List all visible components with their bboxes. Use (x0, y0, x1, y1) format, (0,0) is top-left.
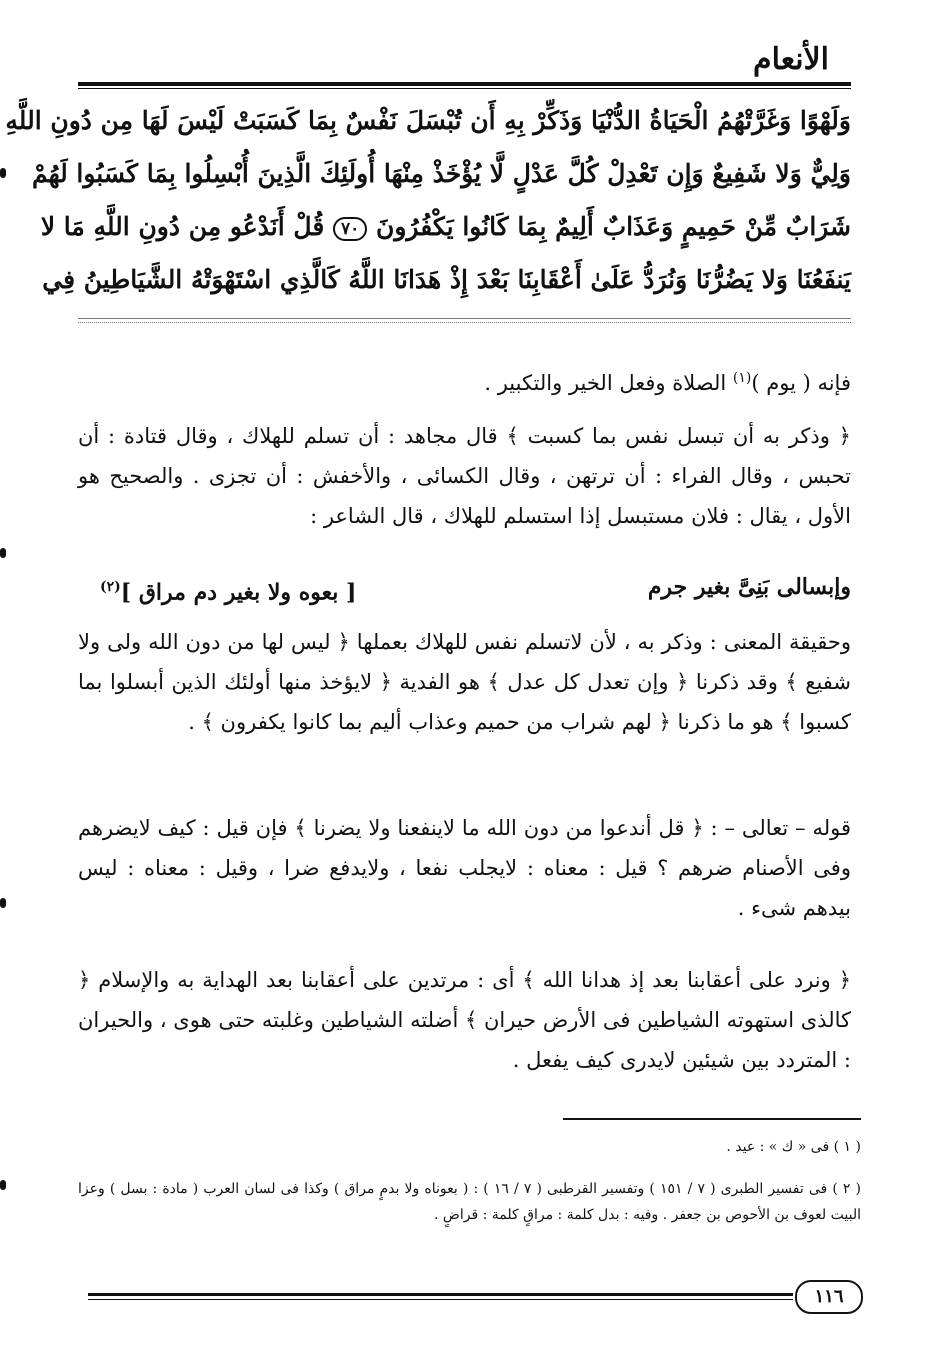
footnote-ref: (١) (732, 370, 752, 386)
quran-line-text: شَرَابٌ مِّنْ حَمِيمٍ وَعَذَابٌ أَلِيمٌ بِمَا كَانُوا يَكْفُرُونَ (376, 212, 851, 241)
quran-line-text: قُلْ أَنَدْعُو مِن دُونِ اللَّهِ مَا لا (40, 212, 325, 241)
header-rule-thin (78, 88, 851, 89)
quran-line: وَلَهْوًا وَغَرَّتْهُمُ الْحَيَاةُ الدُّنْيَا وَذَكِّرْ بِهِ أَن تُبْسَلَ نَفْسٌ بِمَا كَسَبَتْ لَيْسَ لَهَا مِن دُونِ اللَّهِ (5, 106, 851, 135)
quran-line: يَنفَعُنَا وَلا يَضُرُّنَا وَنُرَدُّ عَلَىٰ أَعْقَابِنَا بَعْدَ إِذْ هَدَانَا اللَّهُ كَالَّذِي اسْتَهْوَتْهُ الشَّيَاطِينُ فِي (42, 265, 851, 294)
quran-divider (78, 318, 851, 319)
page-number: ١١٦ (795, 1280, 863, 1314)
commentary-paragraph: قوله – تعالى – : ﴿ قل أندعوا من دون الله ما لاينفعنا ولا يضرنا ﴾ فإن قيل : كيف لايضرهم وفى الأصنام ضرهم ؟ قيل : معناه : لايجلب نفعا ، ولايدفع ضرا ، وقيل : معناه : ليس بيدهم شىء . (78, 816, 851, 920)
commentary-paragraph: وحقيقة المعنى : وذكر به ، لأن لاتسلم نفس للهلاك بعملها ﴿ ليس لها من دون الله ولى ولا شفيع ﴾ وقد ذكرنا ﴿ وإن تعدل كل عدل ﴾ هو الفدية ﴿ لايؤخذ منها أولئك الذين أبسلوا بما كسبوا ﴾ هو ما ذكرنا ﴿ لهم شراب من حميم وعذاب أليم بما كانوا يكفرون ﴾ . (78, 630, 851, 734)
quran-line (40, 200, 851, 253)
quran-verse-block (5, 94, 851, 306)
footnote-separator (563, 1118, 861, 1120)
commentary-paragraph: ﴿ ونرد على أعقابنا بعد إذ هدانا الله ﴾ أى : مرتدين على أعقابنا بعد الهداية به والإسلام ﴿ كالذى استهوته الشياطين فى الأرض حيران ﴾ أضلته الشياطين وغلبته حتى هوى ، والحيران : المتردد بين شيئين لايدرى كيف يفعل . (78, 968, 851, 1072)
scan-edge-mark (0, 898, 6, 908)
footnote: ( ٢ ) فى تفسير الطبرى ( ٧ / ١٥١ ) وتفسير القرطبى ( ٧ / ١٦ ) : ( بعوناه ولا بدمٍ مراق ) وكذا فى لسان العرب ( مادة : بسل ) وعزا البيت لعوف بن الأحوص بن جعفر . وفيه : بدل كلمة : مراقٍ كلمة : قراضٍ . (78, 1181, 862, 1223)
page-title: الأنعام (753, 42, 829, 77)
scan-edge-mark (0, 1180, 6, 1190)
quran-line: وَلِيٌّ وَلا شَفِيعٌ وَإِن تَعْدِلْ كُلَّ عَدْلٍ لَّا يُؤْخَذْ مِنْهَا أُولَئِكَ الَّذِينَ أُبْسِلُوا بِمَا كَسَبُوا لَهُمْ (31, 159, 851, 188)
poem-verse (100, 567, 851, 607)
paragraph-text: فإنه ( يوم ) (751, 371, 851, 395)
poem-hemistich-text: [ بعوه ولا بغير دم مراق ] (120, 579, 357, 606)
paragraph-text: الصلاة وفعل الخير والتكبير . (484, 371, 733, 395)
commentary-paragraph: ﴿ وذكر به أن تبسل نفس بما كسبت ﴾ قال مجاهد : أن تسلم للهلاك ، وقال قتادة : أن تحبس ، وقال الفراء : أن ترتهن ، وقال الكسائى ، والأخفش : أن تجزى . والصحيح هو الأول ، يقال : فلان مستبسل إذا استسلم للهلاك ، قال الشاعر : (78, 424, 851, 528)
poem-hemistich-second (100, 567, 356, 612)
scan-edge-mark (0, 168, 6, 178)
footnote: ( ١ ) فى « ك » : عيد . (726, 1139, 861, 1155)
quran-divider-dotted (78, 322, 851, 323)
ayah-number-marker: ٧٠ (333, 217, 367, 241)
poem-hemistich-first: وإبسالى بَنِىَّ بغير جرم (647, 574, 851, 600)
commentary-paragraph (78, 358, 851, 403)
header-rule-thick (78, 82, 851, 86)
footer-rule-thin (88, 1299, 793, 1300)
footer-rule-thick (88, 1293, 793, 1296)
scan-edge-mark (0, 548, 6, 558)
footnote-ref: (٢) (100, 579, 121, 595)
